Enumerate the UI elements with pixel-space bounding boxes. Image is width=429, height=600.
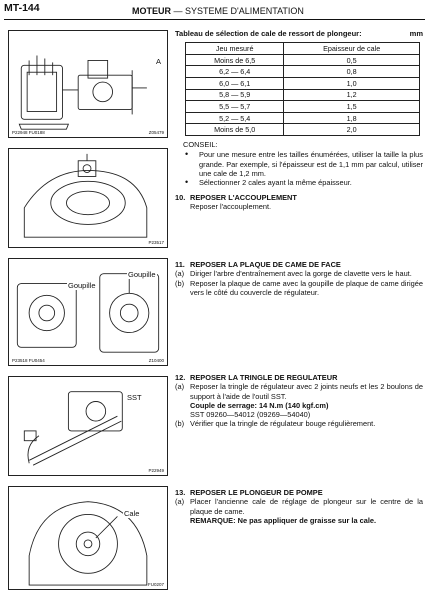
illustration-coupling: [9, 149, 167, 247]
step-number: 10.: [175, 192, 186, 202]
item-key: (b): [175, 419, 185, 429]
sst-number: SST 09260—54012 (09269—54040): [190, 410, 311, 420]
table-header-row: [186, 43, 420, 55]
figure-code: P22948 FU0188: [12, 130, 45, 135]
step-title: REPOSER LE PLONGEUR DE POMPE: [190, 488, 323, 497]
table-cell: 1,8: [284, 112, 420, 124]
item-text: Reposer la plaque de came avec la goupille de plaque de came dirigée vers le côté du couvercle de régulateur.: [190, 278, 423, 297]
callout-sst: SST: [127, 393, 142, 402]
figure-code: FU0207: [147, 582, 164, 587]
step-10-heading: [175, 193, 423, 202]
column-header: Jeu mesuré: [186, 43, 284, 55]
callout-goupille: Goupille: [68, 281, 96, 290]
table-row: [186, 112, 420, 124]
item-text: Reposer la tringle de régulateur avec 2 joints neufs et les 2 boulons de support à l'aide de l'outil SST.: [190, 382, 423, 401]
step-11-heading: [175, 260, 423, 269]
item-text: Diriger l'arbre d'entraînement avec la gorge de clavette vers le haut.: [190, 269, 412, 279]
step-11-block: [175, 260, 423, 297]
table-cell: 5,5 — 5,7: [186, 101, 284, 113]
column-header: Epaisseur de cale: [284, 43, 420, 55]
item-key: (a): [175, 497, 185, 507]
table-cell: 1,5: [284, 101, 420, 113]
figure-code: P23518 FU0454: [12, 358, 45, 363]
bullet-text: Sélectionner 2 cales ayant la même épaisseur.: [199, 178, 352, 188]
bullet-text: Pour une mesure entre les tailles énumérées, utiliser la taille la plus grande. Par exemple, si l'épaisseur est de 1,1 mm par calcul, utiliser une cale de 1,2 mm.: [199, 150, 423, 178]
table-row: [186, 89, 420, 101]
table-cell: Moins de 5,0: [186, 124, 284, 136]
figure-plunger-shim: [8, 486, 168, 590]
section-title: SYSTEME D'ALIMENTATION: [185, 6, 304, 16]
table-row: [186, 124, 420, 136]
table-cell: 0,8: [284, 66, 420, 78]
table-cell: 5,8 — 5,9: [186, 89, 284, 101]
header-rule: [4, 19, 425, 20]
table-title-row: [175, 29, 423, 38]
step-13-heading: [175, 488, 423, 497]
step-12-block: [175, 373, 423, 429]
table-cell: 6,2 — 6,4: [186, 66, 284, 78]
shim-selection-block: [175, 29, 423, 211]
table-cell: 1,2: [284, 89, 420, 101]
figure-code: Z10400: [148, 358, 164, 363]
callout-goupille: Goupille: [128, 270, 156, 279]
step-11-b: [175, 279, 423, 298]
illustration-plunger-measurement: [9, 31, 167, 137]
table-row: [186, 78, 420, 90]
step-13-block: [175, 488, 423, 525]
figure-code: P22949: [148, 468, 164, 473]
shim-selection-table: [185, 42, 420, 136]
figure-plunger-measurement: [8, 30, 168, 138]
step-number: 13.: [175, 488, 186, 497]
header-separator: —: [173, 6, 183, 16]
illustration-plunger-shim: [9, 487, 167, 589]
table-cell: 1,0: [284, 78, 420, 90]
figure-cam-plate: [8, 258, 168, 366]
step-12-b: [175, 419, 423, 428]
figure-governor-link: [8, 376, 168, 476]
illustration-governor-link: [9, 377, 167, 475]
conseil-bullet: [185, 178, 423, 187]
conseil-bullet: [185, 150, 423, 178]
step-number: 11.: [175, 260, 185, 269]
bullet-dot: •: [185, 149, 189, 160]
table-row: [186, 66, 420, 78]
step-13-a: [175, 497, 423, 516]
figure-code: Z05479: [148, 130, 164, 135]
figure-code: P23517: [148, 240, 164, 245]
torque-spec: Couple de serrage: 14 N.m (140 kgf.cm): [190, 400, 329, 410]
table-cell: 6,0 — 6,1: [186, 78, 284, 90]
table-row: [186, 101, 420, 113]
item-key: (b): [175, 278, 185, 288]
table-cell: 2,0: [284, 124, 420, 136]
table-cell: Moins de 6,5: [186, 54, 284, 66]
callout-cale: Cale: [124, 509, 140, 518]
chapter-title: MOTEUR: [132, 6, 171, 16]
step-title: REPOSER LA TRINGLE DE REGULATEUR: [190, 373, 338, 382]
table-cell: 0,5: [284, 54, 420, 66]
conseil-heading: CONSEIL:: [183, 140, 218, 150]
bullet-dot: •: [185, 177, 189, 188]
table-unit: mm: [409, 29, 423, 38]
step-title: REPOSER LA PLAQUE DE CAME DE FACE: [190, 260, 341, 269]
item-text: Vérifier que la tringle de régulateur bouge régulièrement.: [190, 419, 376, 429]
step-11-a: [175, 269, 423, 278]
step-10-text: Reposer l'accouplement.: [190, 201, 272, 211]
callout-a: A: [156, 57, 162, 66]
page-number: MT-144: [4, 2, 40, 14]
step-number: 12.: [175, 373, 186, 382]
item-text: Placer l'ancienne cale de réglage de plongeur sur le centre de la plaque de came.: [190, 497, 423, 516]
figure-coupling: [8, 148, 168, 248]
step-title: REPOSER L'ACCOUPLEMENT: [190, 192, 297, 202]
step-12-a: [175, 382, 423, 401]
table-cell: 5,2 — 5,4: [186, 112, 284, 124]
item-key: (a): [175, 382, 185, 392]
item-key: (a): [175, 269, 185, 279]
remarque-note: REMARQUE: Ne pas appliquer de graisse sur la cale.: [190, 515, 377, 525]
page-header: [132, 6, 304, 16]
table-title: Tableau de sélection de cale de ressort de plongeur:: [175, 29, 362, 38]
table-row: [186, 54, 420, 66]
step-12-heading: [175, 373, 423, 382]
